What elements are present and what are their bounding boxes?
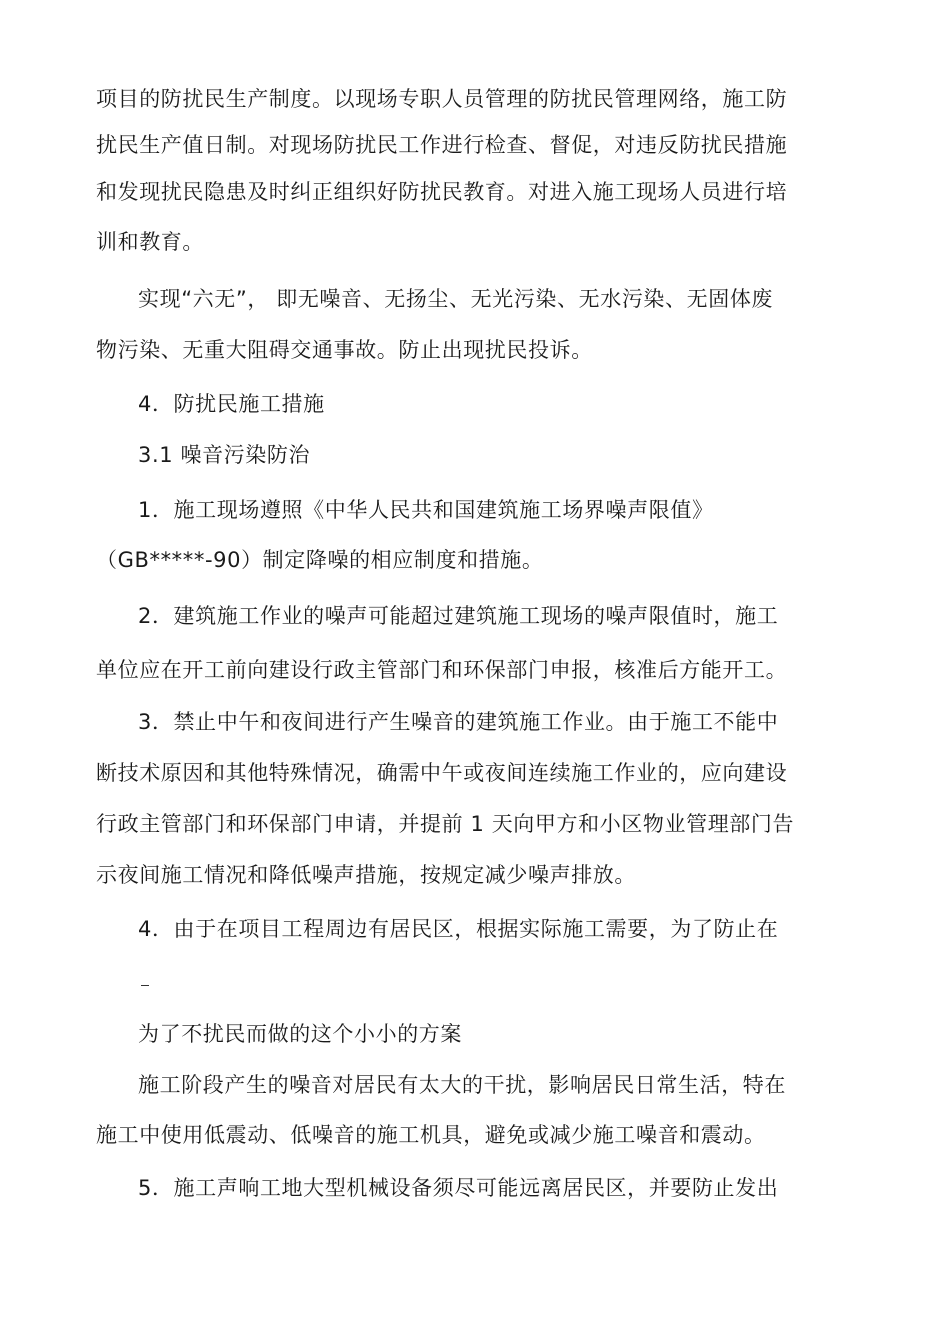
text-line-13: 3．禁止中午和夜间进行产生噪音的建筑施工作业。由于施工不能中 [138, 710, 779, 734]
subsection-heading-3-1: 3.1 噪音污染防治 [138, 443, 311, 467]
text-line-11: 2．建筑施工作业的噪声可能超过建筑施工现场的噪声限值时，施工 [138, 604, 779, 628]
text-line-12: 单位应在开工前向建设行政主管部门和环保部门申报，核准后方能开工。 [96, 658, 788, 682]
text-line-4: 训和教育。 [96, 230, 204, 254]
text-line-5: 实现“六无”， 即无噪音、无扬尘、无光污染、无水污染、无固体废 [138, 287, 774, 311]
text-line-20: 施工中使用低震动、低噪音的施工机具，避免或减少施工噪音和震动。 [96, 1123, 766, 1147]
text-line-17: 4．由于在项目工程周边有居民区，根据实际施工需要，为了防止在 [138, 917, 779, 941]
separator-dash [141, 985, 149, 986]
text-line-9: 1．施工现场遵照《中华人民共和国建筑施工场界噪声限值》 [138, 498, 714, 522]
text-line-21: 5．施工声响工地大型机械设备须尽可能远离居民区，并要防止发出 [138, 1176, 779, 1200]
section-heading-4: 4．防扰民施工措施 [138, 392, 325, 416]
text-line-16: 示夜间施工情况和降低噪声措施，按规定减少噪声排放。 [96, 863, 636, 887]
text-line-3: 和发现扰民隐患及时纠正组织好防扰民教育。对进入施工现场人员进行培 [96, 180, 788, 204]
text-line-10: （GB*****-90）制定降噪的相应制度和措施。 [96, 548, 544, 572]
text-line-14: 断技术原因和其他特殊情况，确需中午或夜间连续施工作业的，应向建设 [96, 761, 788, 785]
text-line-1: 项目的防扰民生产制度。以现场专职人员管理的防扰民管理网络，施工防 [96, 87, 788, 111]
text-line-6: 物污染、无重大阻碍交通事故。防止出现扰民投诉。 [96, 338, 593, 362]
text-line-19: 施工阶段产生的噪音对居民有太大的干扰，影响居民日常生活，特在 [138, 1073, 786, 1097]
text-line-18: 为了不扰民而做的这个小小的方案 [138, 1022, 462, 1046]
text-line-2: 扰民生产值日制。对现场防扰民工作进行检查、督促，对违反防扰民措施 [96, 133, 788, 157]
text-line-15: 行政主管部门和环保部门申请，并提前 1 天向甲方和小区物业管理部门告 [96, 812, 795, 836]
